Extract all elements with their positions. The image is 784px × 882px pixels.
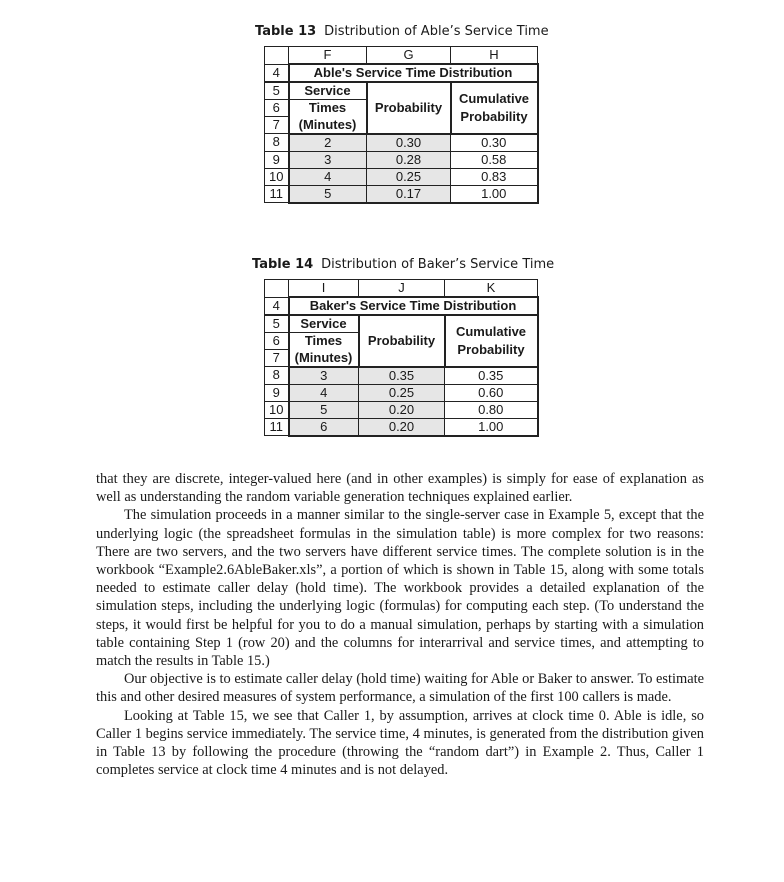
- paragraph: that they are discrete, integer-valued here (and in other examples) is simply for ease of explanation as well as understanding the random variable generation techniques explained earlier.: [96, 471, 704, 506]
- table13-col1-header-line: Times: [289, 100, 367, 117]
- table14-caption: [252, 257, 554, 272]
- table13-time-cell: 5: [289, 185, 367, 203]
- table14-corner: [265, 280, 289, 298]
- table13-row-number: 7: [265, 117, 289, 134]
- table13-col-header: G: [367, 47, 451, 65]
- paragraph: Our objective is to estimate caller delay (hold time) waiting for Able or Baker to answer. To estimate this and other desired measures of system performance, a simulation of the first 100 callers is made.: [96, 671, 704, 706]
- table14-col3-header-line: Probability: [457, 341, 525, 357]
- table13-prob-cell: 0.28: [367, 151, 451, 168]
- table14-row-number: 9: [265, 384, 289, 401]
- table13-col1-header-line: (Minutes): [289, 117, 367, 134]
- table14-col1-header-line: Times: [289, 333, 359, 350]
- table14-row-number: 10: [265, 401, 289, 418]
- table13-title: Distribution of Able’s Service Time: [324, 24, 549, 39]
- table13-prob-cell: 0.25: [367, 168, 451, 185]
- table13-row-number: 9: [265, 151, 289, 168]
- table14-col-header: J: [359, 280, 445, 298]
- table14-prob-cell: 0.20: [359, 418, 445, 436]
- table13-cum-cell: 0.83: [451, 168, 538, 185]
- table13-time-cell: 4: [289, 168, 367, 185]
- table14-time-cell: 3: [289, 367, 359, 385]
- table14-title: Distribution of Baker’s Service Time: [321, 257, 555, 272]
- table14-cum-cell: 0.60: [445, 384, 538, 401]
- table14-row-number: 8: [265, 367, 289, 385]
- table13-row-number: 8: [265, 134, 289, 152]
- table14-time-cell: 5: [289, 401, 359, 418]
- table13-col-header: H: [451, 47, 538, 65]
- table13-caption: [255, 24, 549, 39]
- table14-row-number: 11: [265, 418, 289, 436]
- table13-row-number: 5: [265, 82, 289, 100]
- table14-prob-cell: 0.35: [359, 367, 445, 385]
- table13-row-number: 6: [265, 100, 289, 117]
- table13-prob-cell: 0.30: [367, 134, 451, 152]
- table14-col1-header-line: Service: [289, 315, 359, 333]
- table13-heading: Able's Service Time Distribution: [289, 64, 538, 82]
- table13-col3-header-line: Cumulative: [458, 90, 530, 106]
- table14-row-number: 7: [265, 350, 289, 367]
- table14-cum-cell: 0.35: [445, 367, 538, 385]
- table13-cum-cell: 0.30: [451, 134, 538, 152]
- table14-row-number: 4: [265, 297, 289, 315]
- table13: [264, 46, 539, 204]
- table14-cum-cell: 0.80: [445, 401, 538, 418]
- table14-col1-header-line: (Minutes): [289, 350, 359, 367]
- table13-time-cell: 2: [289, 134, 367, 152]
- table13-col2-header: Probability: [367, 82, 451, 134]
- table13-prob-cell: 0.17: [367, 185, 451, 203]
- table13-row-number: 10: [265, 168, 289, 185]
- table14-time-cell: 6: [289, 418, 359, 436]
- table14-col-header: K: [445, 280, 538, 298]
- table14-col-header: I: [289, 280, 359, 298]
- table14-heading: Baker's Service Time Distribution: [289, 297, 538, 315]
- table13-cum-cell: 0.58: [451, 151, 538, 168]
- table14-col3-header: [445, 315, 538, 367]
- table14-row-number: 5: [265, 315, 289, 333]
- table14-prob-cell: 0.20: [359, 401, 445, 418]
- table14-cum-cell: 1.00: [445, 418, 538, 436]
- table13-number: Table 13: [255, 24, 317, 39]
- table14: [264, 279, 539, 437]
- table13-cum-cell: 1.00: [451, 185, 538, 203]
- table13-row-number: 4: [265, 64, 289, 82]
- table14-col2-header: Probability: [359, 315, 445, 367]
- table14-number: Table 14: [252, 257, 314, 272]
- paragraph: The simulation proceeds in a manner similar to the single-server case in Example 5, except that the underlying logic (the spreadsheet formulas in the simulation table) is more complex for two reasons: There are two servers, and the two servers have different service times. The complete solution is in the workbook “Example2.6AbleBaker.xls”, a portion of which is shown in Table 15, along with some totals needed to estimate caller delay (hold time). The workbook provides a detailed explanation of the simulation steps, including the underlying logic (formulas) for computing each step. (To understand the steps, it would first be helpful for you to do a manual simulation, perhaps by starting with a simulation table containing Step 1 (row 20) and the columns for interarrival and service times, and attempting to match the results in Table 15.): [96, 507, 704, 670]
- body-text: [96, 470, 704, 779]
- table13-col3-header: [451, 82, 538, 134]
- table14-prob-cell: 0.25: [359, 384, 445, 401]
- table13-row-number: 11: [265, 185, 289, 203]
- table14-col3-header-line: Cumulative: [455, 323, 527, 339]
- table13-col3-header-line: Probability: [460, 108, 528, 124]
- paragraph: Looking at Table 15, we see that Caller 1, by assumption, arrives at clock time 0. Able is idle, so Caller 1 begins service immediately. The service time, 4 minutes, is generated from the distribution given in Table 13 by following the procedure (throwing the “random dart”) in Example 2. Thus, Caller 1 completes service at clock time 4 minutes and is not delayed.: [96, 707, 704, 779]
- table14-row-number: 6: [265, 333, 289, 350]
- table13-col-header: F: [289, 47, 367, 65]
- table13-time-cell: 3: [289, 151, 367, 168]
- table13-col1-header-line: Service: [289, 82, 367, 100]
- table14-time-cell: 4: [289, 384, 359, 401]
- table13-corner: [265, 47, 289, 65]
